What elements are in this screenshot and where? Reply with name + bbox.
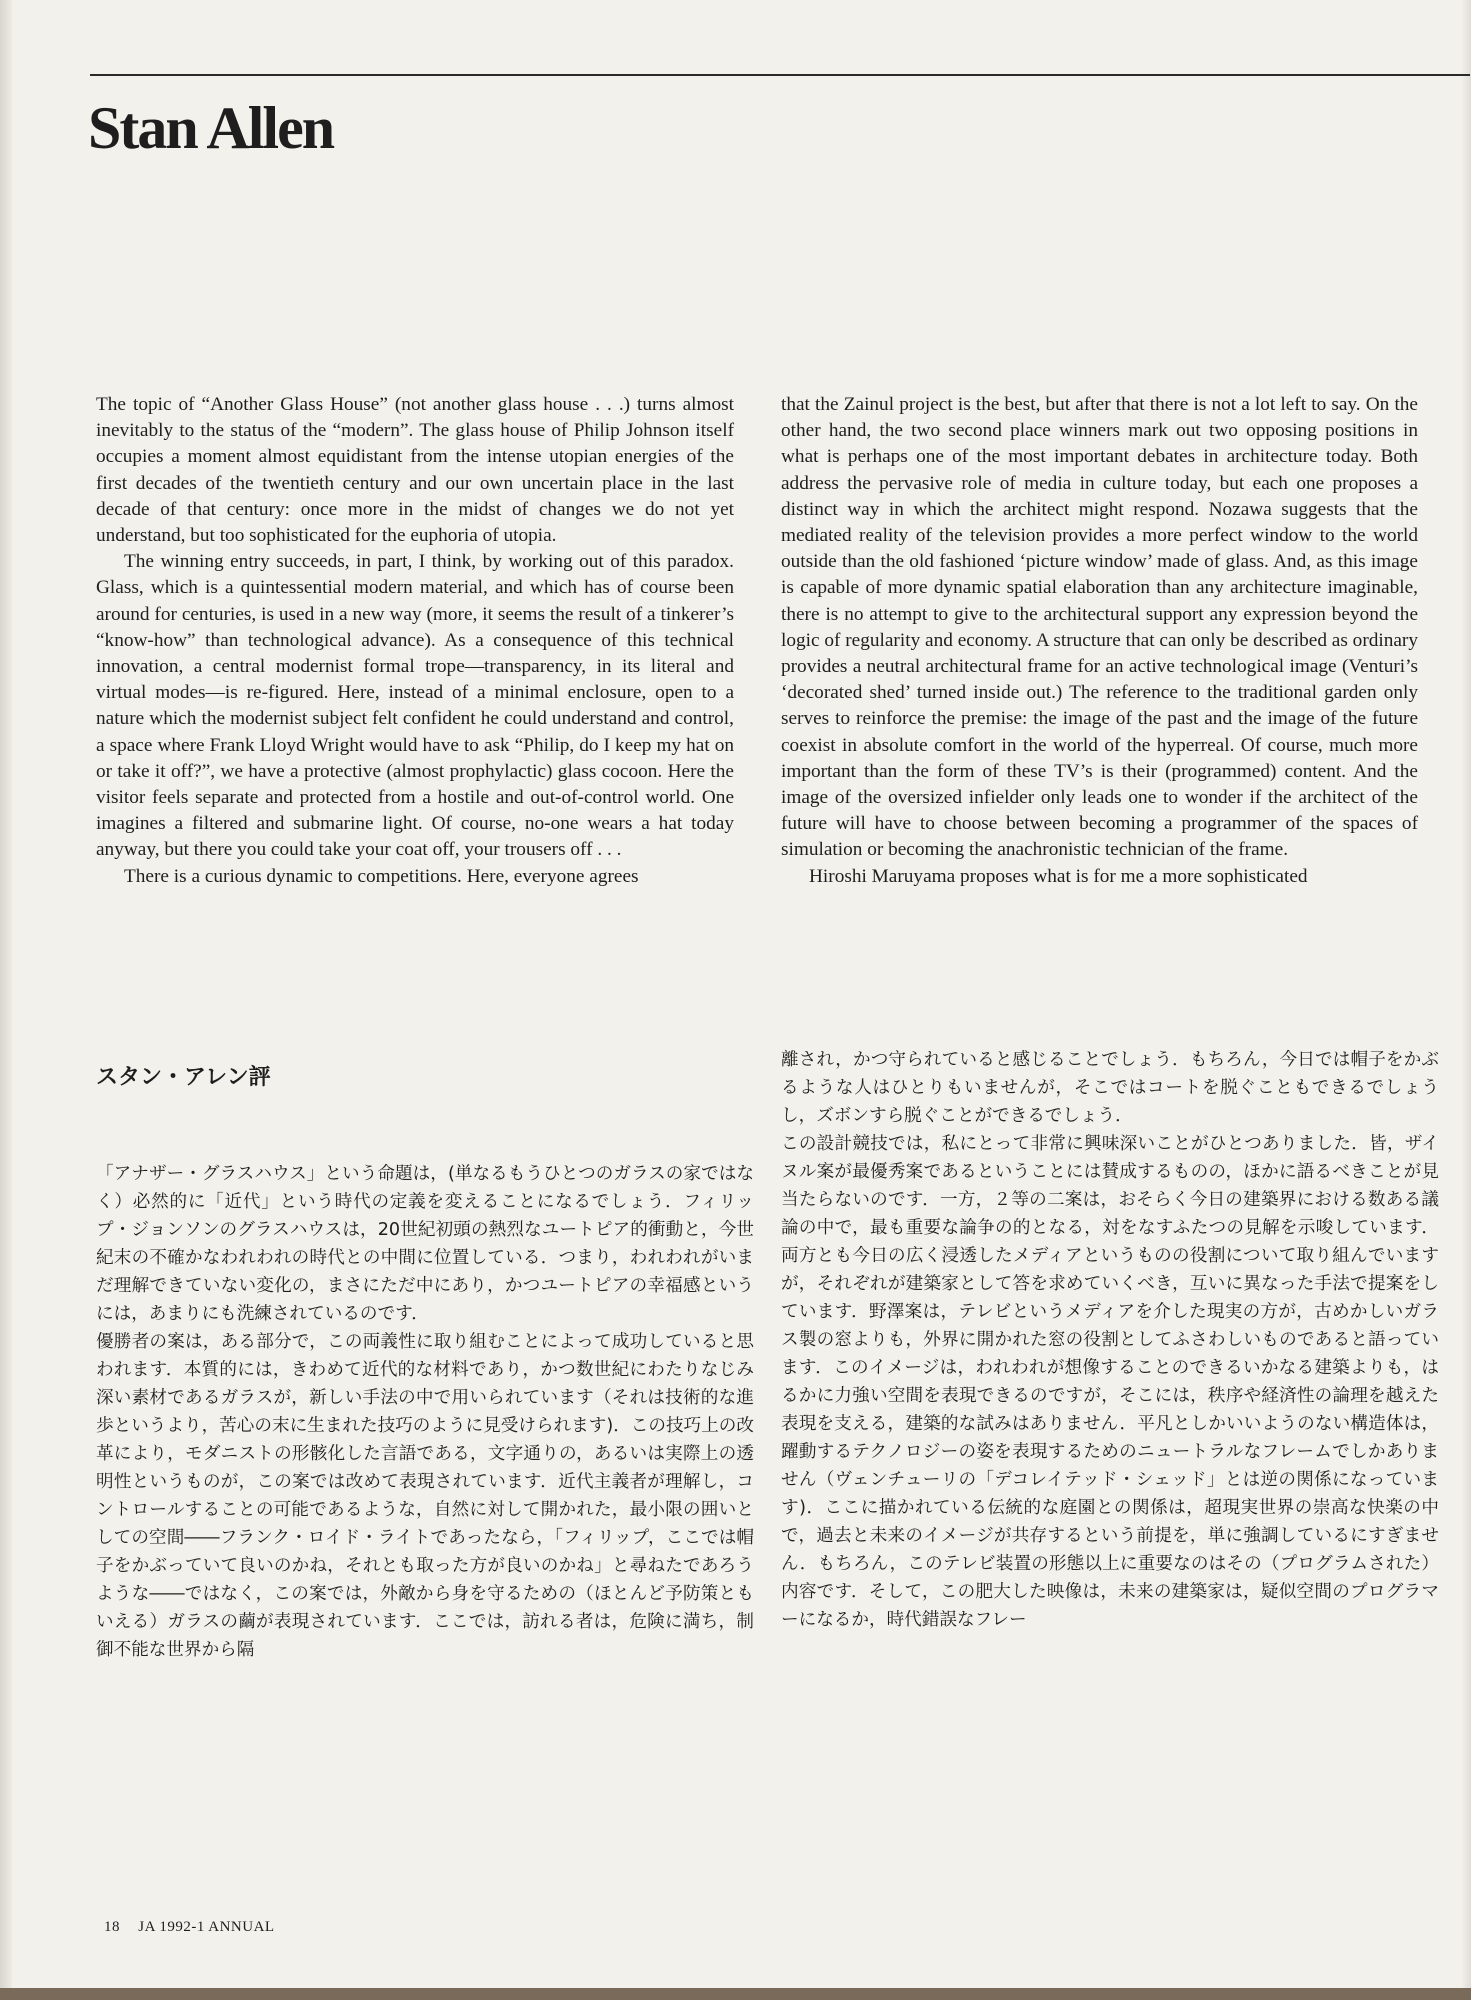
page-left-edge: [0, 0, 12, 2000]
english-paragraph: The topic of “Another Glass House” (not another glass house . . .) turns almost inevitably to the status of the “modern”. The glass house of Philip Johnson itself occupies a moment almost equidistant from the intense utopian energies of the first decades of the twentieth century and our own uncertain place in the last decade of that century: once more in the midst of changes we do not yet understand, but too sophisticated for the euphoria of utopia.: [96, 394, 734, 547]
english-paragraph: Hiroshi Maruyama proposes what is for me a more sophisticated: [809, 865, 1308, 887]
japanese-paragraph: 優勝者の案は，ある部分で，この両義性に取り組むことによって成功していると思われます．本質的には，きわめて近代的な材料であり，かつ数世紀にわたりなじみ深い素材であるガラスが，新しい手法の中で用いられています（それは技術的な進歩というより，苦心の末に生まれた技巧のように見受けられます)．この技巧上の改革により，モダニストの形骸化した言語である，文字通りの，あるいは実際上の透明性というものが，この案では改めて表現されています．近代主義者が理解し，コントロールすることの可能であるような，自然に対して開かれた，最小限の囲いとしての空間――フランク・ロイド・ライトであったなら，「フィリップ，ここでは帽子をかぶっていて良いのかね，それとも取った方が良いのかね」と尋ねたであろうような――ではなく，この案では，外敵から身を守るための（ほとんど予防策ともいえる）ガラスの繭が表現されています．ここでは，訪れる者は，危険に満ち，制御不能な世界から隔: [96, 1332, 754, 1660]
english-paragraph: There is a curious dynamic to competitions. Here, everyone agrees: [124, 865, 639, 887]
english-paragraph: that the Zainul project is the best, but after that there is not a lot left to say. On the other hand, the two second place winners mark out two opposing positions in what is perhaps one of the most important debates in architecture today. Both address the pervasive role of media in culture today, but each one proposes a distinct way in which the architect might respond. Nozawa suggests that the mediated reality of the television provides a more perfect window to the world outside than the old fashioned ‘picture window’ made of glass. And, as this image is capable of more dynamic spatial elaboration than any architecture imaginable, there is no attempt to give to the architectural support any expression beyond the logic of regularity and economy. A structure that can only be described as ordinary provides a neutral architectural frame for an active technological image (Venturi’s ‘decorated shed’ turned inside out.) The reference to the traditional garden only serves to reinforce the premise: the image of the past and the image of the future coexist in absolute comfort in the world of the hyperreal. Of course, much more important than the form of these TV’s is their (programmed) content. And the image of the oversized infielder only leads one to wonder if the architect of the future will have to choose between becoming a programmer of the spaces of simulation or becoming the anachronistic technician of the frame.: [781, 394, 1418, 861]
japanese-paragraph: この設計競技では，私にとって非常に興味深いことがひとつありました．皆，ザイヌル案が最優秀案であるということには賛成するものの，ほかに語るべきことが見当たらないのです．一方，２等の二案は，おそらく今日の建築界における数ある議論の中で，最も重要な論争の的となる，対をなすふたつの見解を示唆しています．両方とも今日の広く浸透したメディアというものの役割について取り組んでいますが，それぞれが建築家として答を求めていくべき，互いに異なった手法で提案をしています．野澤案は，テレビというメディアを介した現実の方が，古めかしいガラス製の窓よりも，外界に開かれた窓の役割としてふさわしいものであると語っています．このイメージは，われわれが想像することのできるいかなる建築よりも，はるかに力強い空間を表現できるのですが，そこには，秩序や経済性の論理を越えた表現を支える，建築的な試みはありません．平凡としかいいようのない構造体は，躍動するテクノロジーの姿を表現するためのニュートラルなフレームでしかありません（ヴェンチューリの「デコレイテッド・シェッド」とは逆の関係になっています)．ここに描かれている伝統的な庭園との関係は，超現実世界の崇高な快楽の中で，過去と未来のイメージが共存するという前提を，単に強調しているにすぎません．もちろん，このテレビ装置の形態以上に重要なのはその（プログラムされた）内容です．そして，この肥大した映像は，未来の建築家は，疑似空間のプログラマーになるか，時代錯誤なフレー: [781, 1134, 1439, 1630]
english-paragraph: The winning entry succeeds, in part, I think, by working out of this paradox. Glass, which is a quintessential modern material, and which has of course been around for centuries, is used in a new way (more, it seems the result of a tinkerer’s “know-how” than technological advance). As a consequence of this technical innovation, a central modernist formal trope—transparency, in its literal and virtual modes—is re-figured. Here, instead of a minimal enclosure, open to a nature which the modernist subject felt confident he could understand and control, a space where Frank Lloyd Wright would have to ask “Philip, do I keep my hat on or take it off?”, we have a protective (almost prophylactic) glass cocoon. Here the visitor feels separate and protected from a hostile and out-of-control world. One imagines a filtered and submarine light. Of course, no-one wears a hat today anyway, but there you could take your coat off, your trousers off . . .: [96, 551, 734, 861]
japanese-paragraph: 「アナザー・グラスハウス」という命題は，(単なるもうひとつのガラスの家ではなく）必然的に「近代」という時代の定義を変えることになるでしょう．フィリップ・ジョンソンのグラスハウスは，20世紀初頭の熱烈なユートピア的衝動と，今世紀末の不確かなわれわれの時代との中間に位置している．つまり，われわれがいまだ理解できていない変化の，まさにただ中にあり，かつユートピアの幸福感というには，あまりにも洗練されているのです．: [96, 1164, 754, 1324]
english-column-right: [781, 392, 1418, 890]
publication-name: JA 1992-1 ANNUAL: [138, 1919, 275, 1935]
japanese-column-right: [781, 1046, 1439, 1634]
page-number: 18: [104, 1919, 120, 1935]
article-title: Stan Allen: [88, 95, 334, 161]
japanese-paragraph: 離され，かつ守られていると感じることでしょう．もちろん，今日では帽子をかぶるような人はひとりもいませんが，そこではコートを脱ぐこともできるでしょうし，ズボンすら脱ぐことができるでしょう．: [781, 1050, 1439, 1126]
page-right-edge: [1461, 0, 1471, 2000]
english-column-left: [96, 392, 734, 890]
japanese-column-left: [96, 1160, 754, 1664]
japanese-heading: スタン・アレン評: [96, 1065, 271, 1090]
header-rule: [90, 74, 1470, 76]
page-bottom-edge: [0, 1988, 1471, 2000]
page-footer: [104, 1919, 275, 1936]
